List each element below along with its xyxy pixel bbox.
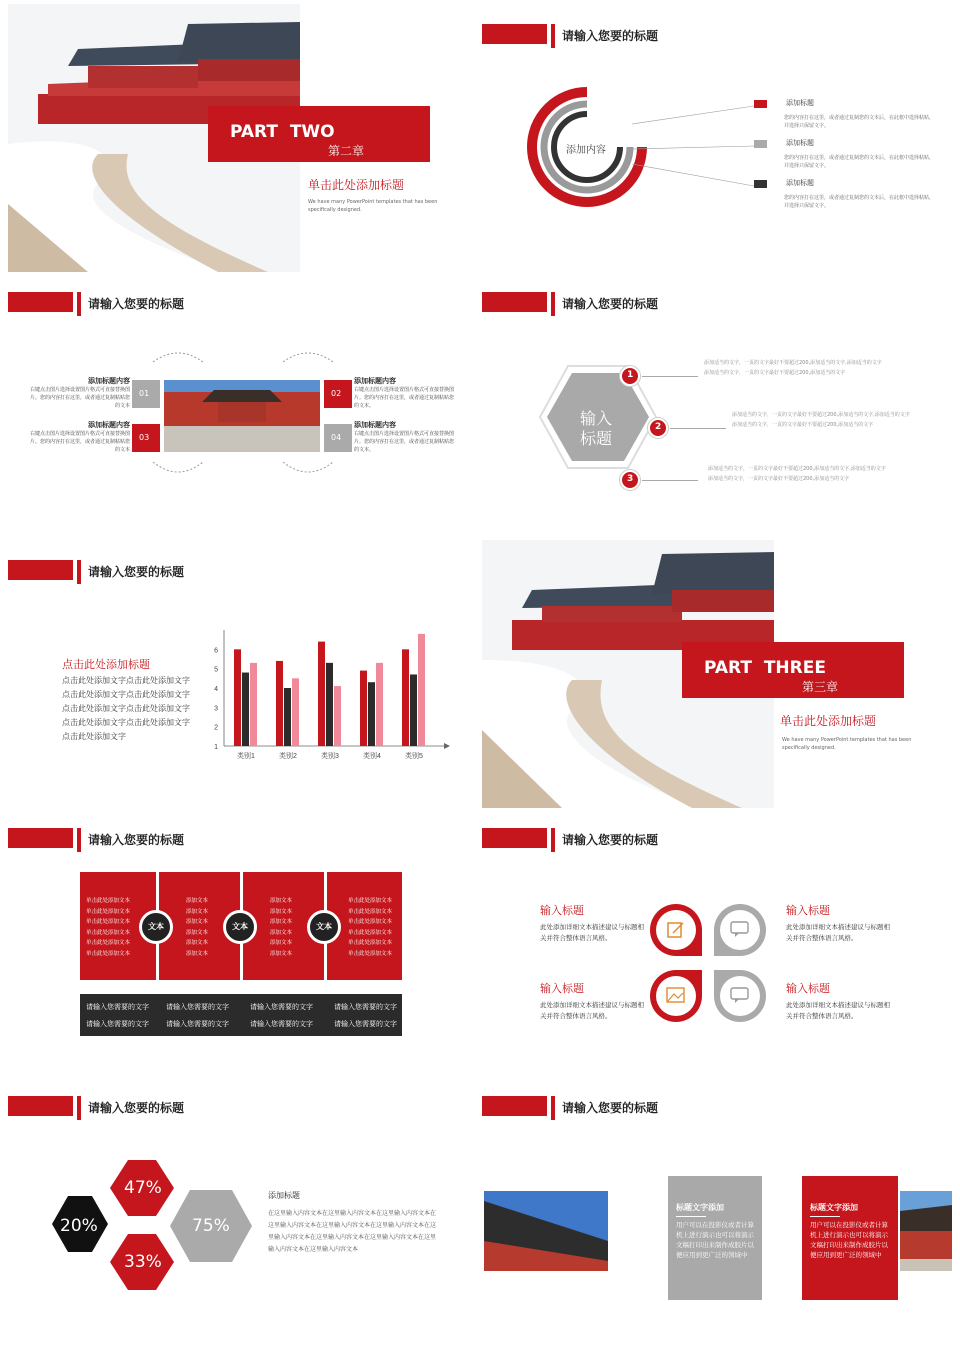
header-title: 请输入您要的标题 (88, 565, 185, 579)
col-4-line: 单击此处添加文本 (348, 940, 393, 946)
bar (284, 688, 291, 746)
header-title: 请输入您要的标题 (88, 297, 185, 311)
bar (276, 661, 283, 746)
item-03 (26, 420, 130, 454)
bar (368, 682, 375, 746)
number-2-text: 2 (655, 422, 662, 432)
bottom-text: 请输入您需要的文字 (86, 1003, 149, 1011)
item-2-swatch (754, 140, 767, 148)
badge-text-2: 文本 (232, 922, 248, 931)
x-tick-label: 类别4 (363, 753, 381, 760)
connector-lines (632, 94, 772, 204)
badge-03 (132, 424, 160, 452)
text-1: 添加适当的文字，一页的文字最好不要超过200,添加适当的文字,添加适当的文字添加适当的文字，一页的文字最好不要超过200,添加适当的文字 (704, 360, 882, 376)
header-accent (551, 24, 555, 48)
card-1 (668, 1176, 762, 1300)
bottom-text: 请输入您需要的文字 (334, 1020, 397, 1028)
subtitle: 单击此处添加标题 (308, 178, 405, 192)
item-2-text: 您的内容打在这里，或者通过复制您的文本后，在此框中选择粘贴，并选择只保留文字。 (784, 155, 935, 169)
bar (418, 634, 425, 746)
ring-center-label: 添加内容 (566, 145, 606, 156)
x-tick-label: 类别3 (321, 753, 339, 760)
item-01-text: 右键点击图片选择设置图片格式可直接替换图片。您的内容打在这里，或者通过复制粘贴您的文本 (29, 387, 130, 409)
item-02-title: 添加标题内容 (354, 377, 396, 385)
header-bar (8, 560, 73, 580)
block-2-title: 输入标题 (786, 904, 830, 917)
center-photo (164, 380, 320, 452)
y-tick-label: 2 (214, 724, 218, 732)
item-03-text: 右键点击图片选择设置图片格式可直接替换图片。您的内容打在这里，或者通过复制粘贴您的文本 (29, 431, 130, 453)
badge-02 (324, 380, 352, 408)
y-tick-label: 3 (214, 705, 218, 713)
bottom-text: 请输入您需要的文字 (334, 1003, 397, 1011)
block-2-text: 此处添加详细文本描述建议与标题相关并符合整体语言风格。 (786, 923, 890, 942)
edit-icon (650, 904, 702, 956)
slide-photo-cards (482, 1076, 952, 1344)
header-bar (482, 828, 547, 848)
card-2-divider (810, 1216, 840, 1217)
header-accent (551, 292, 555, 316)
col-1 (86, 896, 130, 959)
item-2-label: 添加标题 (786, 139, 814, 147)
number-1 (620, 366, 640, 386)
bar (292, 678, 299, 746)
badge-circle-3 (307, 910, 341, 944)
header-title: 请输入您要的标题 (562, 29, 659, 43)
item-04 (354, 420, 458, 454)
y-tick-label: 4 (214, 686, 218, 693)
col-2-line: 添加文本 (186, 908, 209, 915)
item-1-text: 您的内容打在这里，或者通过复制您的文本后，在此框中选择粘贴，并选择只保留文字。 (784, 115, 935, 129)
badge-03-num: 03 (139, 433, 150, 442)
header-bar (482, 292, 547, 312)
hexagon-label-2: 标题 (580, 429, 613, 448)
col-1-line: 单击此处添加文本 (86, 908, 131, 915)
desc: We have many PowerPoint templates that has been specifically designed. (782, 737, 912, 751)
item-1-label: 添加标题 (786, 99, 814, 107)
slide-percent-hexagons (8, 1076, 478, 1344)
slide-bar-chart (8, 540, 478, 808)
bottom-text: 请输入您需要的文字 (166, 1020, 229, 1028)
side-line-3: 点击此处添加文字点击此处添加文字 (62, 704, 190, 713)
slide-part-two (8, 4, 478, 272)
block-1 (540, 902, 650, 944)
x-tick-label: 类别5 (405, 753, 423, 760)
card-1-title: 标题文字添加 (676, 1203, 724, 1212)
roof-photo (484, 1191, 608, 1271)
percent-47: 47% (124, 1178, 162, 1198)
side-line-5: 点击此处添加文字 (62, 732, 126, 741)
card-2-title: 标题文字添加 (810, 1203, 858, 1212)
connector-1 (642, 376, 698, 377)
x-axis-arrow (444, 743, 450, 749)
header-accent (77, 560, 81, 584)
col-3-line: 添加文本 (270, 908, 293, 915)
bar (250, 663, 257, 746)
item-04-text: 右键点击图片选择设置图片格式可直接替换图片。您的内容打在这里，或者通过复制粘贴您的文本。 (354, 431, 455, 453)
bar (410, 674, 417, 746)
text-body: 在这里输入内容文本在这里输入内容文本在这里输入内容文本在这里输入内容文本在这里输入内容文本在这里输入内容文本在这里输入内容文本在这里输入内容文本在这里输入内容文本在这里输入内容文本在这里输入内容文本 (268, 1210, 437, 1253)
x-tick-label: 类别1 (237, 753, 255, 760)
text-3: 添加适当的文字，一页的文字最好不要超过200,添加适当的文字,添加适当的文字添加适当的文字，一页的文字最好不要超过200,添加适当的文字 (708, 466, 886, 482)
bar (242, 673, 249, 746)
slide-hexagon-list (482, 272, 952, 540)
header-accent (77, 292, 81, 316)
col-3-line: 添加文本 (270, 950, 293, 957)
side-line-2: 点击此处添加文字点击此处添加文字 (62, 690, 190, 699)
chapter-label: 第三章 (802, 680, 839, 694)
card-1-text: 用户可以在投影仪或者计算机上进行演示也可以将演示文稿打印出来制作成胶片以便应用到更广泛的领域中 (676, 1221, 754, 1259)
header-title: 请输入您要的标题 (562, 297, 659, 311)
bar (234, 649, 241, 746)
bottom-bar (80, 994, 402, 1036)
badge-circle-1 (139, 910, 173, 944)
col-4-line: 单击此处添加文本 (348, 919, 393, 925)
badge-04-num: 04 (331, 433, 342, 442)
block-2 (786, 902, 896, 944)
header-accent (551, 1096, 555, 1120)
col-2-line: 添加文本 (186, 950, 209, 957)
item-04-title: 添加标题内容 (354, 421, 396, 429)
message-icon (714, 970, 766, 1022)
col-2-line: 添加文本 (186, 929, 209, 936)
item-3-label: 添加标题 (786, 179, 814, 187)
bar (360, 671, 367, 746)
item-01 (26, 376, 130, 410)
header-title: 请输入您要的标题 (88, 833, 185, 847)
slide-ring (482, 4, 952, 272)
block-3-text: 此处添加详细文本描述建议与标题相关并符合整体语言风格。 (540, 1001, 644, 1020)
bar (318, 642, 325, 746)
number-3 (620, 470, 640, 490)
col-2-line: 添加文本 (186, 919, 209, 925)
bar-chart (204, 626, 454, 766)
slide-four-columns (8, 808, 478, 1076)
part-banner (682, 642, 904, 698)
col-2 (186, 896, 208, 959)
part-title: PART TWO (230, 122, 335, 142)
chart-side-title: 点击此处添加标题 (62, 658, 150, 671)
col-4-line: 单击此处添加文本 (348, 950, 393, 957)
block-1-text: 此处添加详细文本描述建议与标题相关并符合整体语言风格。 (540, 923, 644, 942)
item-3-text: 您的内容打在这里，或者通过复制您的文本后，在此框中选择粘贴，并选择只保留文字。 (784, 195, 935, 209)
col-1-line: 单击此处添加文本 (86, 940, 131, 946)
side-line-4: 点击此处添加文字点击此处添加文字 (62, 718, 190, 727)
badge-text-3: 文本 (316, 922, 332, 931)
number-2 (648, 418, 668, 438)
y-tick-label: 5 (214, 666, 218, 674)
header-bar (482, 24, 547, 44)
item-3-swatch (754, 180, 767, 188)
col-4 (348, 896, 392, 959)
block-4 (786, 980, 896, 1022)
header-bar (8, 828, 73, 848)
card-2 (802, 1176, 898, 1300)
col-3-line: 添加文本 (270, 940, 293, 946)
header-bar (8, 1096, 73, 1116)
y-tick-label: 6 (214, 647, 218, 655)
item-1-swatch (754, 100, 767, 108)
text-2: 添加适当的文字，一页的文字最好不要超过200,添加适当的文字,添加适当的文字添加适当的文字，一页的文字最好不要超过200,添加适当的文字 (732, 412, 910, 428)
badge-02-num: 02 (331, 389, 342, 398)
bottom-text: 请输入您需要的文字 (250, 1003, 313, 1011)
badge-04 (324, 424, 352, 452)
card-2-text: 用户可以在投影仪或者计算机上进行演示也可以将演示文稿打印出来制作成胶片以便应用到更广泛的领域中 (810, 1221, 888, 1259)
header-accent (77, 1096, 81, 1120)
bar (402, 649, 409, 746)
bar (376, 663, 383, 746)
percent-33: 33% (124, 1252, 162, 1272)
text-title: 添加标题 (268, 1191, 300, 1200)
col-2-line: 添加文本 (186, 940, 209, 946)
header-title: 请输入您要的标题 (88, 1101, 185, 1115)
chapter-label: 第二章 (328, 144, 365, 158)
bottom-text: 请输入您需要的文字 (250, 1020, 313, 1028)
image-icon (650, 970, 702, 1022)
badge-text-1: 文本 (148, 922, 164, 931)
number-1-text: 1 (627, 370, 634, 380)
badge-01 (132, 380, 160, 408)
chat-icon (714, 904, 766, 956)
number-3-text: 3 (627, 474, 634, 484)
col-3-line: 添加文本 (270, 929, 293, 936)
connector-3 (642, 480, 698, 481)
item-02 (354, 376, 458, 410)
badge-01-num: 01 (139, 389, 150, 398)
block-3 (540, 980, 650, 1022)
item-01-title: 添加标题内容 (88, 377, 130, 385)
col-3-line: 添加文本 (270, 919, 293, 925)
block-4-title: 输入标题 (786, 982, 830, 995)
percent-20: 20% (60, 1216, 98, 1236)
part-banner (208, 106, 430, 162)
slide-four-items (8, 272, 478, 540)
side-line-1: 点击此处添加文字点击此处添加文字 (62, 676, 190, 685)
slide-part-three (482, 540, 952, 808)
col-4-line: 单击此处添加文本 (348, 898, 393, 904)
x-tick-label: 类别2 (279, 753, 297, 760)
col-1-line: 单击此处添加文本 (86, 950, 131, 957)
item-03-title: 添加标题内容 (88, 421, 130, 429)
bottom-text: 请输入您需要的文字 (86, 1020, 149, 1028)
header-accent (77, 828, 81, 852)
col-1-line: 单击此处添加文本 (86, 919, 131, 925)
col-2-line: 添加文本 (186, 898, 209, 904)
gate-photo (900, 1191, 952, 1271)
col-4-line: 单击此处添加文本 (348, 929, 393, 936)
bar (326, 663, 333, 746)
block-1-title: 输入标题 (540, 904, 584, 917)
connector-2 (670, 428, 726, 429)
subtitle: 单击此处添加标题 (780, 714, 877, 728)
hexagon-label-1: 输入 (580, 409, 613, 428)
chart-side-text (62, 674, 190, 744)
bottom-text: 请输入您需要的文字 (166, 1003, 229, 1011)
col-1-line: 单击此处添加文本 (86, 929, 131, 936)
header-bar (8, 292, 73, 312)
col-4-line: 单击此处添加文本 (348, 908, 393, 915)
col-3 (270, 896, 292, 959)
header-bar (482, 1096, 547, 1116)
item-02-text: 右键点击图片选择设置图片格式可直接替换图片。您的内容打在这里，或者通过复制粘贴您的文本。 (354, 387, 455, 409)
y-tick-label: 1 (214, 744, 218, 751)
badge-circle-2 (223, 910, 257, 944)
part-title: PART THREE (704, 658, 826, 678)
bar (334, 686, 341, 746)
col-1-line: 单击此处添加文本 (86, 898, 131, 904)
header-title: 请输入您要的标题 (562, 833, 659, 847)
slide-icon-grid (482, 808, 952, 1076)
desc: We have many PowerPoint templates that has been specifically designed. (308, 199, 438, 213)
block-4-text: 此处添加详细文本描述建议与标题相关并符合整体语言风格。 (786, 1001, 890, 1020)
header-title: 请输入您要的标题 (562, 1101, 659, 1115)
percent-75: 75% (192, 1216, 230, 1236)
col-3-line: 添加文本 (270, 898, 293, 904)
block-3-title: 输入标题 (540, 982, 584, 995)
card-1-divider (676, 1216, 706, 1217)
header-accent (551, 828, 555, 852)
